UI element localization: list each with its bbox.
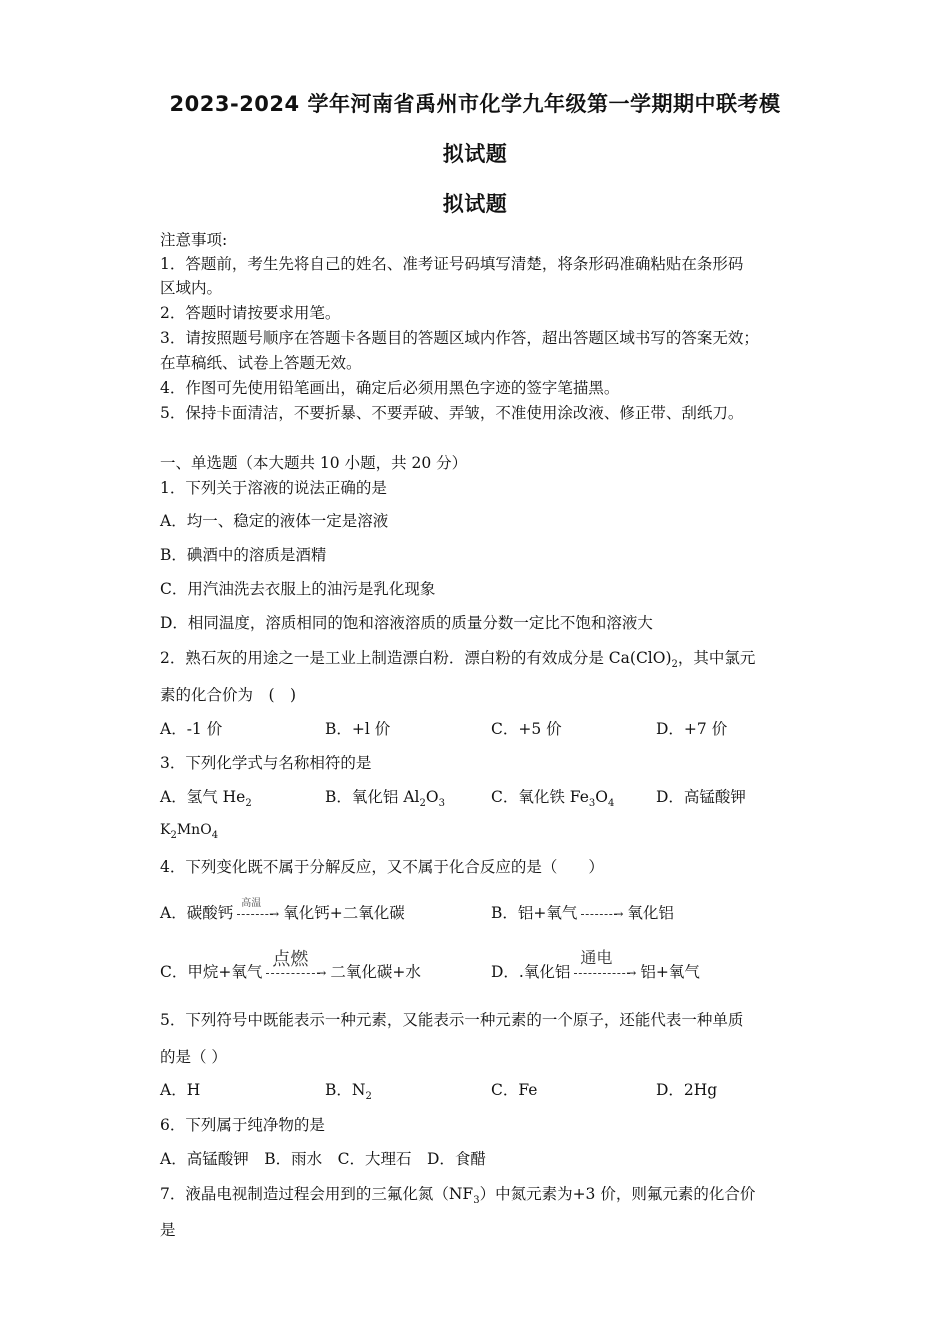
q2-stem: 2．熟石灰的用途之一是工业上制造漂白粉．漂白粉的有效成分是 $Ca(ClO)_2$，其中氯元 <box>160 649 756 671</box>
page-title-line1: 2023-2024 学年河南省禹州市化学九年级第一学期期中联考模 <box>169 92 781 116</box>
notice-item-3-cont: 在草稿纸、试卷上答题无效。 <box>160 354 362 372</box>
q2-option-c: C．+5 价 <box>491 720 562 738</box>
q5-option-c: C．Fe <box>491 1081 538 1099</box>
q3-option-d: D．高锰酸钾 <box>656 788 746 806</box>
q3-option-d-formula: $K_2MnO_4$ <box>160 822 219 841</box>
q2-option-a: A．-1 价 <box>160 720 223 738</box>
notice-heading: 注意事项: <box>160 231 228 249</box>
page-title-line2: 拟试题 <box>442 142 508 166</box>
notice-item-3: 3．请按照题号顺序在答题卡各题目的答题区域内作答，超出答题区域书写的答案无效； <box>160 329 759 347</box>
reaction-arrow-icon: 点燃 → <box>266 965 326 981</box>
notice-item-1-cont: 区域内。 <box>160 279 223 297</box>
q7-stem: 7．液晶电视制造过程会用到的三氟化氮$(NF_3)$中氮元素为+3 价，则氟元素的化合价 <box>160 1185 756 1207</box>
q3-option-b: B．氧化铝 $Al_2O_3$ <box>325 788 445 810</box>
q5-option-b: B．$N_2$ <box>325 1081 372 1103</box>
reaction-arrow-icon: → <box>581 906 623 922</box>
q3-option-a: A．氢气 $He_2$ <box>160 788 252 810</box>
q4-option-d: D．.氧化铝 通电 → 铝+氧气 <box>491 948 700 981</box>
reaction-arrow-icon: 高温 → <box>237 906 279 922</box>
section-heading: 一、单选题（本大题共 10 小题，共 20 分） <box>160 454 468 472</box>
notice-item-1: 1．答题前，考生先将自己的姓名、准考证号码填写清楚，将条形码准确粘贴在条形码 <box>160 255 744 273</box>
q6-stem: 6．下列属于纯净物的是 <box>160 1116 325 1134</box>
q1-option-b: B．碘酒中的溶质是酒精 <box>160 546 327 564</box>
q1-option-d: D．相同温度，溶质相同的饱和溶液溶质的质量分数一定比不饱和溶液大 <box>160 614 653 632</box>
q5-option-a: A．H <box>160 1081 201 1099</box>
q2-stem-cont: 素的化合价为 ( ) <box>160 686 297 704</box>
q5-stem-cont: 的是（ ） <box>160 1048 227 1066</box>
q1-option-a: A．均一、稳定的液体一定是溶液 <box>160 512 389 530</box>
q4-option-a: A．碳酸钙 高温 → 氧化钙+二氧化碳 <box>160 898 405 922</box>
q1-option-c: C．用汽油洗去衣服上的油污是乳化现象 <box>160 580 436 598</box>
q3-stem: 3．下列化学式与名称相符的是 <box>160 754 372 772</box>
q4-option-c: C．甲烷+氧气 点燃 → 二氧化碳+水 <box>160 949 421 981</box>
q2-option-d: D．+7 价 <box>656 720 728 738</box>
page-title-line3: 拟试题 <box>442 192 508 216</box>
q5-stem: 5．下列符号中既能表示一种元素，又能表示一种元素的一个原子，还能代表一种单质 <box>160 1011 744 1029</box>
notice-item-4: 4．作图可先使用铅笔画出，确定后必须用黑色字迹的签字笔描黑。 <box>160 379 620 397</box>
q4-option-b: B．铝+氧气 → 氧化铝 <box>491 904 674 922</box>
reaction-arrow-icon: 通电 → <box>574 965 636 981</box>
q3-option-c: C．氧化铁 $Fe_3O_4$ <box>491 788 615 810</box>
q2-option-b: B．+l 价 <box>325 720 391 738</box>
notice-item-2: 2．答题时请按要求用笔。 <box>160 304 341 322</box>
notice-item-5: 5．保持卡面清洁，不要折暴、不要弄破、弄皱，不准使用涂改液、修正带、刮纸刀。 <box>160 404 744 422</box>
q5-option-d: D．2Hg <box>656 1081 718 1099</box>
q1-stem: 1．下列关于溶液的说法正确的是 <box>160 479 387 497</box>
q7-stem-cont: 是 <box>160 1221 176 1239</box>
q6-options: A．高锰酸钾 B．雨水 C．大理石 D．食醋 <box>160 1150 486 1168</box>
q4-stem: 4．下列变化既不属于分解反应，又不属于化合反应的是（ ） <box>160 858 604 876</box>
